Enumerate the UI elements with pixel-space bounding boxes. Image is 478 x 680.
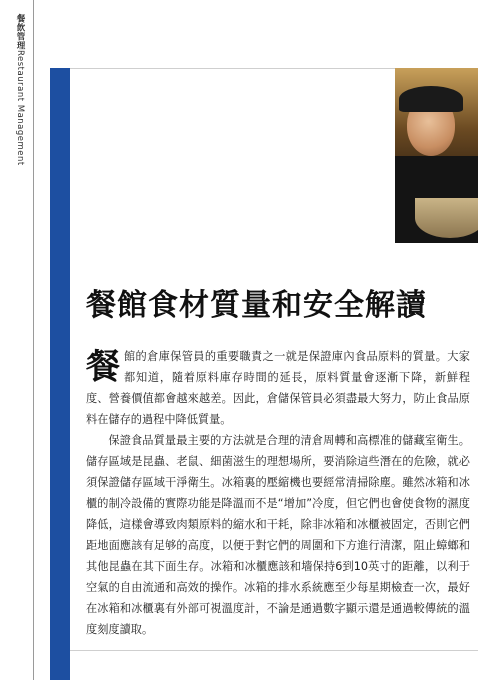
photo-bowl [415,198,478,238]
drop-cap: 餐 [86,347,120,387]
paragraph-1 [86,346,470,430]
photo-cap [399,86,463,112]
paragraph-1-text: 館的倉庫保管員的重要職責之一就是保證庫內食品原料的質量。大家都知道，隨着原料庫存時間的延長，原料質量會逐漸下降，新鮮程度、營養價值都會越來越差。因此，倉儲保管員必須盡最大努力，防止食品原料在儲存的過程中降低質量。 [86,350,470,426]
section-label [14,14,26,166]
section-label-en: Restaurant Management [15,50,25,166]
chef-photo [395,68,478,243]
sidebar [0,0,50,680]
blue-accent-bar [50,68,70,680]
paragraph-2: 保證食品質量最主要的方法就是合理的清倉周轉和高標准的儲藏室衛生。儲存區域是昆蟲、老鼠、細菌滋生的理想場所，要消除這些潛在的危險，就必須保證儲存區域干淨衛生。冰箱裏的壓縮機也要經常清掃除塵。雖然冰箱和冰櫃的制冷設備的實際功能是降溫而不是“增加”冷度，但它們也會使食物的濕度降低，這樣會導致肉類原料的縮水和干耗，除非冰箱和冰櫃被固定，否則它們距地面應該有足够的高度，以便于對它們的周圍和下方進行清潔，阻止蟑螂和其他昆蟲在其下面生存。冰箱和冰櫃應該和墻保持6到10英寸的距離，以利于空氣的自由流通和高效的操作。冰箱的排水系統應至少每星期檢查一次，最好在冰箱和冰櫃裏有外部可視溫度計，不論是通過數字顯示還是通過較傳統的溫度刻度讀取。 [86,434,470,636]
article-body [86,346,470,640]
sidebar-divider [33,0,34,680]
article-title: 餐館食材質量和安全解讀 [86,288,427,323]
bottom-rule [70,650,478,651]
section-label-zh: 餐飲管理 [15,14,25,50]
